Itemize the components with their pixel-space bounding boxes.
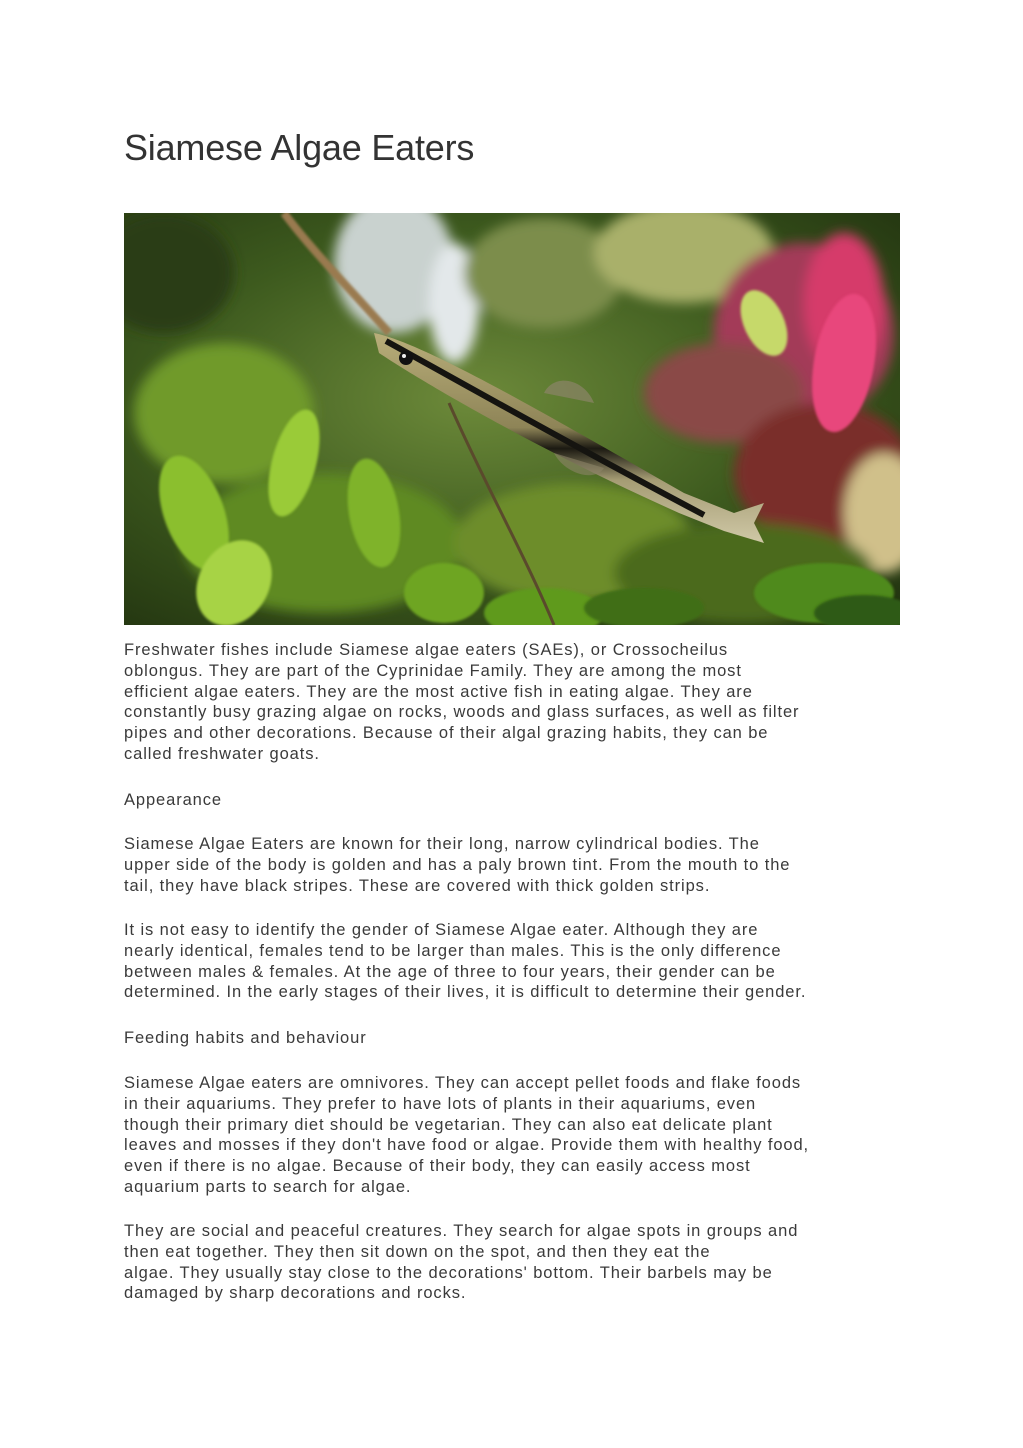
text-line: Siamese Algae eaters are omnivores. They can accept pellet foods and flake foods — [124, 1074, 802, 1092]
text-line: nearly identical, females tend to be larger than males. This is the only difference — [124, 941, 782, 960]
text-line: determined. In the early stages of their lives, it is difficult to determine their gender. — [124, 983, 807, 1002]
feeding-heading: Feeding habits and behaviour — [124, 1029, 367, 1047]
text-line: between males & females. At the age of three to four years, their gender can be — [124, 962, 776, 981]
text-line: tail, they have black stripes. These are covered with thick golden strips. — [124, 876, 711, 895]
text-line: It is not easy to identify the gender of Siamese Algae eater. Although they are — [124, 921, 759, 939]
text-line: Freshwater fishes include Siamese algae eaters (SAEs), or Crossocheilus — [124, 641, 729, 659]
text-line: damaged by sharp decorations and rocks. — [124, 1284, 467, 1303]
text-line: then eat together. They then sit down on the spot, and then they eat the — [124, 1242, 711, 1261]
appearance-paragraph-2 — [124, 920, 806, 1003]
text-line: constantly busy grazing algae on rocks, woods and glass surfaces, as well as filter — [124, 703, 800, 722]
text-line: called freshwater goats. — [124, 744, 320, 763]
text-line: though their primary diet should be vegetarian. They can also eat delicate plant — [124, 1115, 773, 1134]
siamese-algae-eater-photo — [124, 213, 900, 625]
text-line: Siamese Algae Eaters are known for their long, narrow cylindrical bodies. The — [124, 835, 760, 853]
feeding-paragraph-2 — [124, 1221, 798, 1304]
page-title: Siamese Algae Eaters — [124, 127, 475, 168]
text-line: in their aquariums. They prefer to have lots of plants in their aquariums, even — [124, 1094, 757, 1113]
text-line: leaves and mosses if they don't have food or algae. Provide them with healthy food, — [124, 1136, 810, 1155]
text-line: algae. They usually stay close to the decorations' bottom. Their barbels may be — [124, 1263, 773, 1282]
text-line: efficient algae eaters. They are the most active fish in eating algae. They are — [124, 682, 753, 701]
intro-paragraph — [124, 640, 799, 765]
text-line: aquarium parts to search for algae. — [124, 1177, 412, 1196]
appearance-heading: Appearance — [124, 791, 222, 809]
text-line: upper side of the body is golden and has a paly brown tint. From the mouth to the — [124, 855, 791, 874]
text-line: They are social and peaceful creatures. They search for algae spots in groups and — [124, 1222, 799, 1240]
text-line: oblongus. They are part of the Cyprinidae Family. They are among the most — [124, 661, 742, 680]
appearance-paragraph-1 — [124, 834, 790, 896]
text-line: even if there is no algae. Because of their body, they can easily access most — [124, 1157, 751, 1176]
feeding-paragraph-1 — [124, 1073, 809, 1198]
text-line: pipes and other decorations. Because of their algal grazing habits, they can be — [124, 724, 769, 743]
